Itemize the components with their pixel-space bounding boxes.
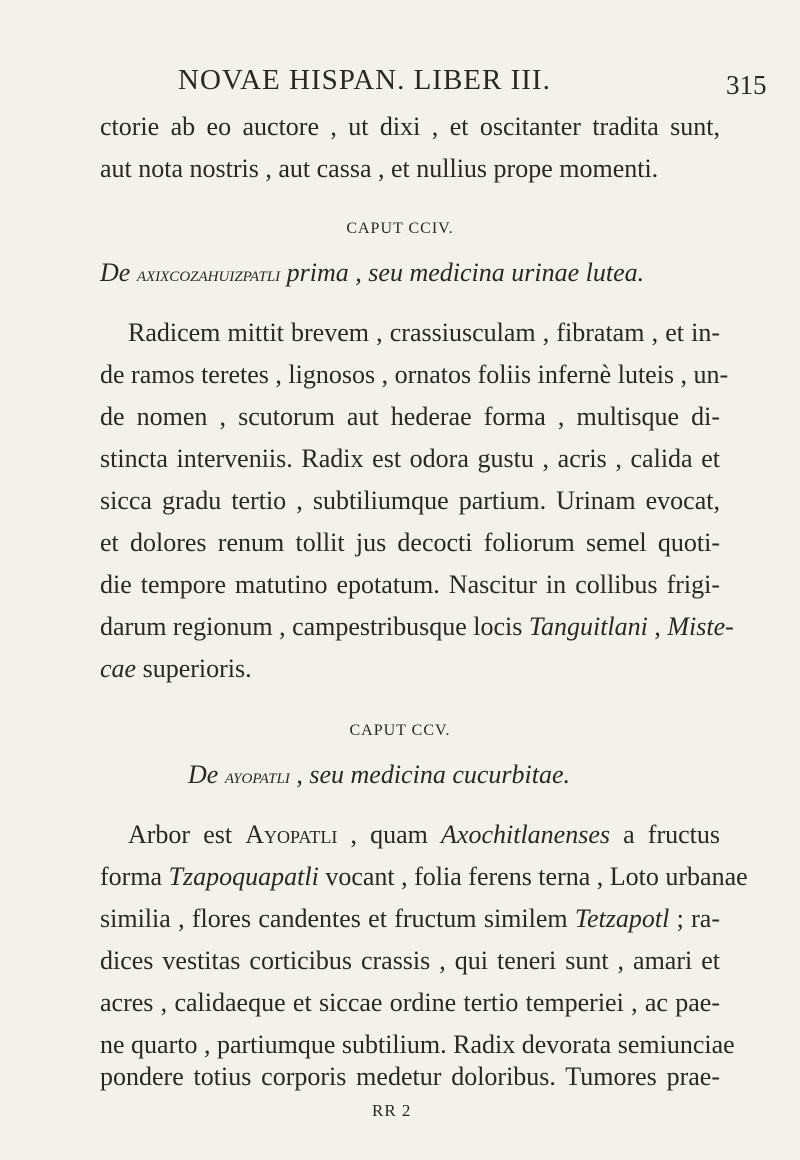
text-line: die tempore matutino epotatum. Nascitur in collibus frigi- (100, 570, 720, 599)
plant-name: Ayopatli (245, 820, 338, 849)
text-line: ne quarto , partiumque subtilium. Radix devorata semiunciae (100, 1030, 735, 1059)
chapter-number: CAPUT CCV. (349, 722, 451, 739)
plant-name: Tetzapotl (574, 904, 670, 933)
heading-rest: prima , seu medicina urinae lutea. (286, 258, 645, 287)
text-span: forma (100, 862, 169, 891)
heading-plant-name: ayopatli (224, 763, 290, 788)
page-number: 315 (726, 70, 767, 100)
text-span: a fructus (610, 820, 721, 849)
running-head: NOVAE HISPAN. LIBER III. (178, 64, 551, 96)
text-line: de nomen , scutorum aut hederae forma , multisque di- (100, 402, 720, 431)
chapter-heading (188, 760, 800, 790)
heading-de: De (188, 760, 219, 789)
text-span: darum regionum , campestribusque locis (100, 612, 529, 641)
text-line: et dolores renum tollit jus decocti foliorum semel quoti- (100, 528, 720, 557)
people-name: Axochitlanenses (441, 820, 610, 849)
text-line: stincta interveniis. Radix est odora gustu , acris , calida et (100, 444, 720, 473)
text-line: de ramos teretes , lignosos , ornatos foliis infernè luteis , un- (100, 360, 729, 389)
text-line: sicca gradu tertio , subtiliumque partium. Urinam evocat, (100, 486, 720, 515)
text-span: vocant , folia ferens terna , Loto urbanae (318, 862, 748, 891)
text-line: Radicem mittit brevem , crassiusculam , fibratam , et in- (128, 318, 720, 347)
text-span: , quam (337, 820, 442, 849)
chapter-number: CAPUT CCIV. (346, 220, 454, 237)
text-line: aut nota nostris , aut cassa , et nullius prope momenti. (100, 154, 659, 183)
text-span: superioris. (136, 654, 252, 683)
heading-rest: , seu medicina cucurbitae. (296, 760, 571, 789)
signature-mark: RR 2 (372, 1101, 412, 1120)
text-span: , (647, 612, 668, 641)
text-span: Arbor est (128, 820, 246, 849)
text-span: similia , flores candentes et fructum similem (100, 904, 575, 933)
plant-name: Tzapoquapatli (168, 862, 319, 891)
place-name: Miste- (667, 612, 734, 641)
text-line (100, 612, 734, 642)
text-span: ; ra- (669, 904, 720, 933)
heading-plant-name: axixcozahuizpatli (136, 261, 281, 286)
text-line (100, 862, 748, 892)
chapter-heading (100, 258, 720, 288)
text-line: dices vestitas corticibus crassis , qui teneri sunt , amari et (100, 946, 720, 975)
text-line (100, 904, 720, 934)
text-line: pondere totius corporis medetur doloribus. Tumores prae- (100, 1062, 720, 1091)
text-line (128, 820, 720, 850)
place-name: Tanguitlani (528, 612, 648, 641)
text-line: acres , calidaeque et siccae ordine tertio temperiei , ac pae- (100, 988, 720, 1017)
text-line (100, 654, 720, 684)
text-line: ctorie ab eo auctore , ut dixi , et oscitanter tradita sunt, (100, 112, 720, 141)
heading-de: De (100, 258, 131, 287)
place-name: cae (100, 654, 137, 683)
